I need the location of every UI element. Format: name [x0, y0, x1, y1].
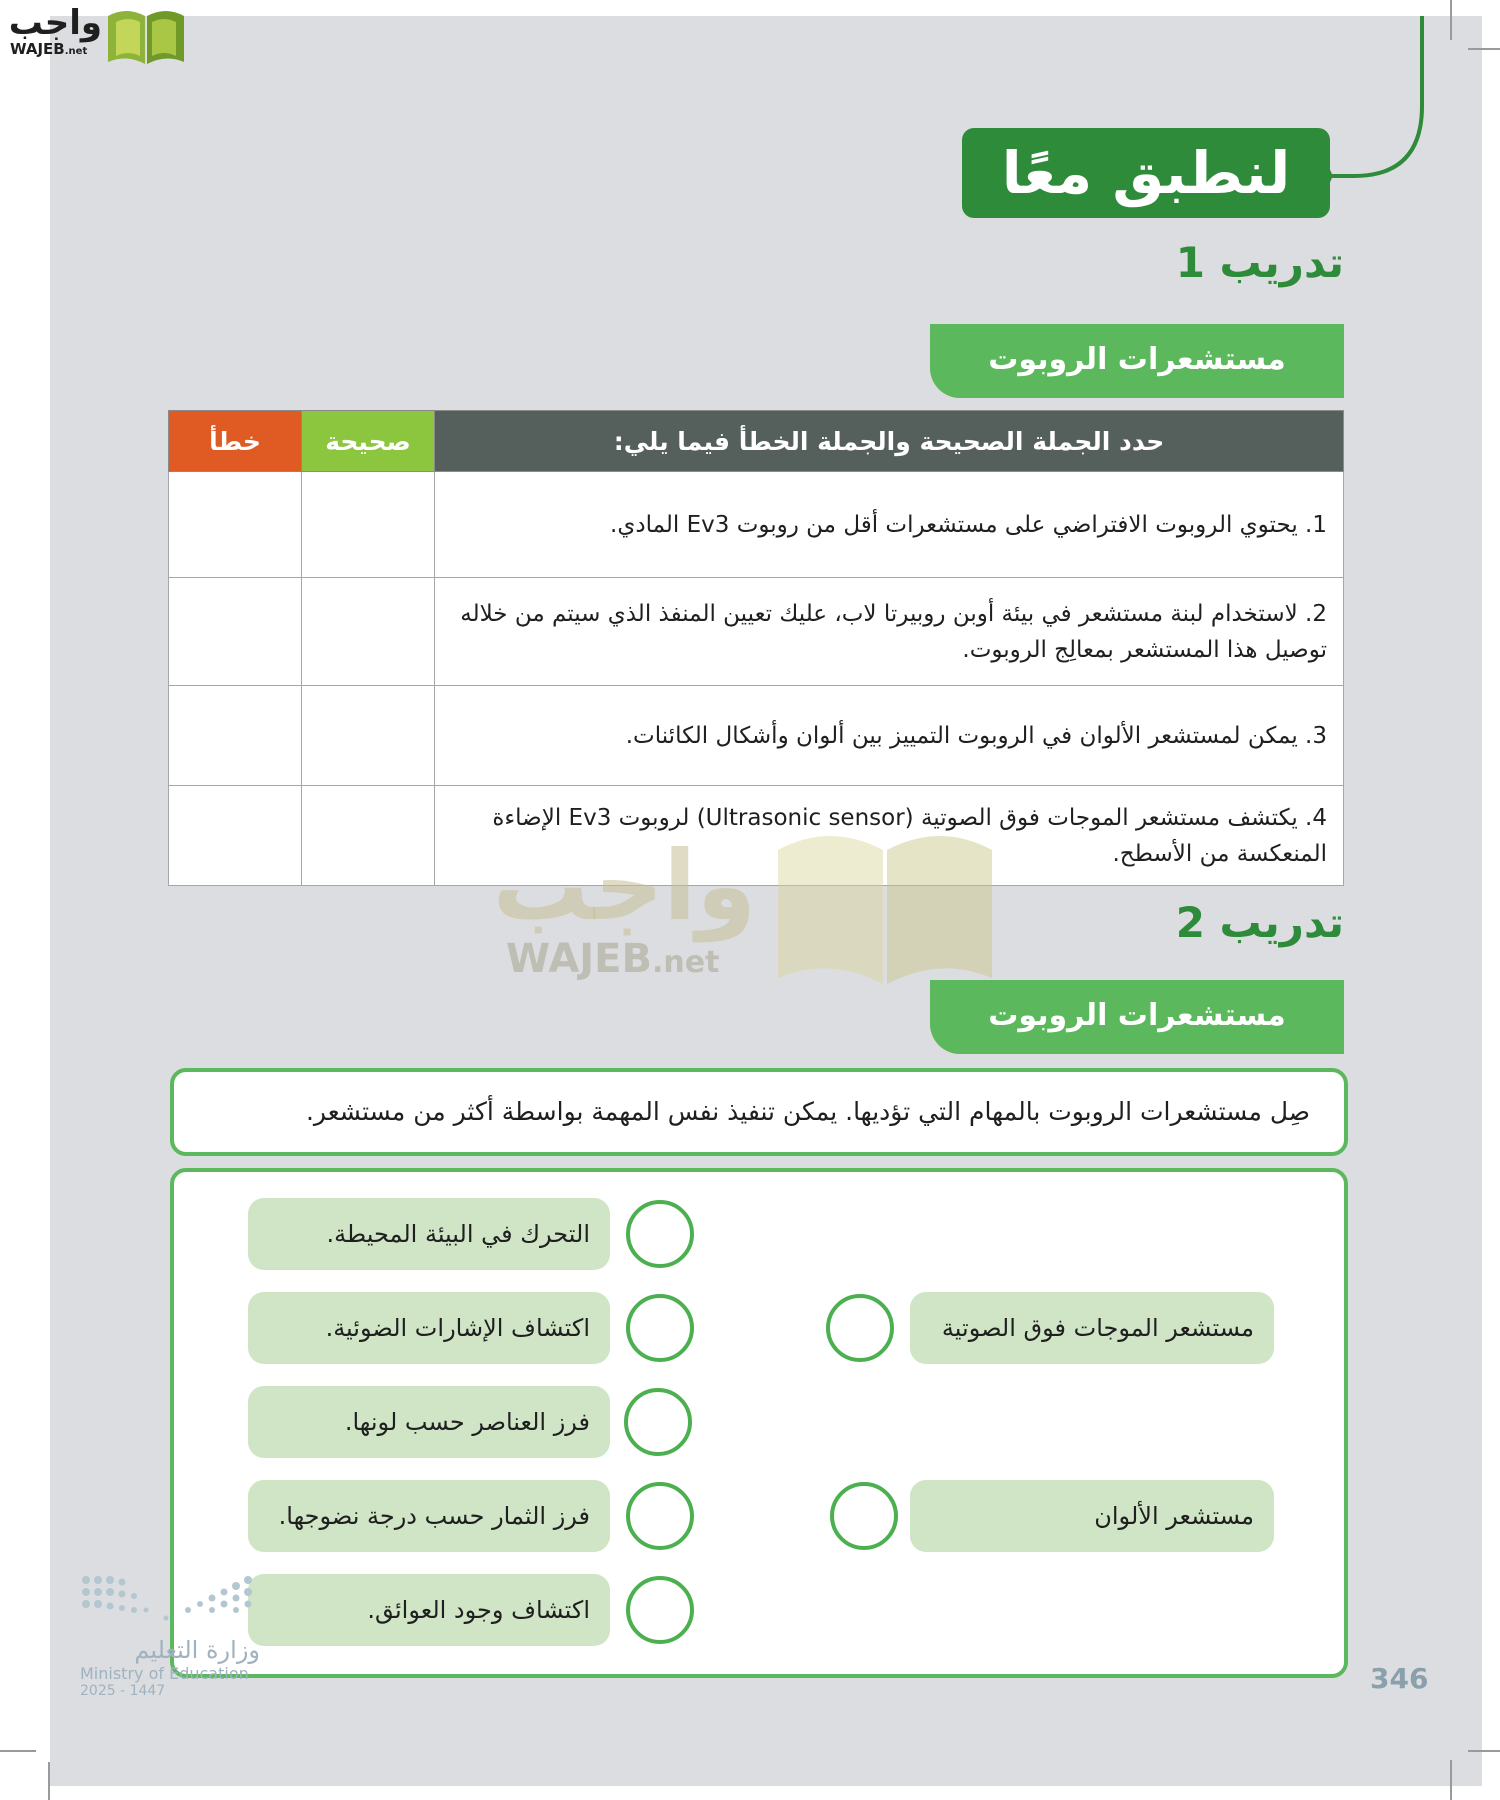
exercise-1-band: مستشعرات الروبوت [930, 324, 1344, 398]
correct-cell[interactable] [302, 786, 435, 886]
wrong-cell[interactable] [169, 786, 302, 886]
wajeb-logo [10, 4, 102, 59]
statement-text: 2. لاستخدام لبنة مستشعر في بيئة أوبن روبيرتا لاب، عليك تعيين المنفذ الذي سيتم من خلاله توصيل هذا المستشعر بمعالِج الروبوت. [435, 578, 1344, 686]
task-connector-circle[interactable] [626, 1576, 694, 1644]
crop-mark [1450, 1760, 1452, 1800]
sensor-connector-circle[interactable] [826, 1294, 894, 1362]
wrong-cell[interactable] [169, 472, 302, 578]
wrong-cell[interactable] [169, 686, 302, 786]
sensor-item: مستشعر الألوان [910, 1480, 1274, 1552]
task-item: فرز العناصر حسب لونها. [248, 1386, 610, 1458]
ministry-arabic: وزارة التعليم [134, 1636, 260, 1664]
table-row [169, 578, 1344, 686]
task-connector-circle[interactable] [626, 1200, 694, 1268]
table-header-row [169, 411, 1344, 472]
sensor-connector-circle[interactable] [830, 1482, 898, 1550]
crop-mark [48, 1762, 50, 1800]
table-row [169, 786, 1344, 886]
table-row [169, 472, 1344, 578]
sensor-item: مستشعر الموجات فوق الصوتية [910, 1292, 1274, 1364]
task-connector-circle[interactable] [626, 1294, 694, 1362]
instruction-text: صِل مستشعرات الروبوت بالمهام التي تؤديها. يمكن تنفيذ نفس المهمة بواسطة أكثر من مستشعر. [305, 1097, 1310, 1126]
task-connector-circle[interactable] [626, 1482, 694, 1550]
wrong-cell[interactable] [169, 578, 302, 686]
exercise-1-heading: تدريب 1 [1175, 238, 1344, 287]
ministry-dots-icon [80, 1574, 260, 1630]
table-row [169, 686, 1344, 786]
connector-line [1318, 16, 1428, 186]
crop-mark [1450, 0, 1452, 40]
watermark-book-icon [772, 820, 998, 986]
exercise-2-heading: تدريب 2 [1175, 898, 1344, 947]
task-item: التحرك في البيئة المحيطة. [248, 1198, 610, 1270]
book-icon [104, 4, 188, 66]
header-correct: صحيحة [302, 411, 435, 472]
exercise-2-band: مستشعرات الروبوت [930, 980, 1344, 1054]
header-question: حدد الجملة الصحيحة والجملة الخطأ فيما يلي: [435, 411, 1344, 472]
page-number: 346 [1370, 1662, 1429, 1695]
statement-text: 4. يكتشف مستشعر الموجات فوق الصوتية (Ultrasonic sensor) لروبوت Ev3 الإضاءة المنعكسة من الأسطح. [435, 786, 1344, 886]
correct-cell[interactable] [302, 472, 435, 578]
task-item: فرز الثمار حسب درجة نضوجها. [248, 1480, 610, 1552]
logo-latin: WAJEB.net [10, 40, 88, 58]
crop-mark [1468, 48, 1500, 50]
ministry-english: Ministry of Education [80, 1664, 249, 1683]
task-connector-circle[interactable] [624, 1388, 692, 1456]
task-item: اكتشاف وجود العوائق. [248, 1574, 610, 1646]
logo-arabic: واجب [8, 3, 102, 43]
statement-text: 1. يحتوي الروبوت الافتراضي على مستشعرات أقل من روبوت Ev3 المادي. [435, 472, 1344, 578]
header-wrong: خطأ [169, 411, 302, 472]
instruction-box [170, 1068, 1348, 1156]
page-title: لنطبق معًا [1001, 139, 1291, 207]
ministry-year: 2025 - 1447 [80, 1683, 166, 1699]
watermark: واجب WAJEB.net [492, 830, 756, 982]
statement-text: 3. يمكن لمستشعر الألوان في الروبوت التمييز بين ألوان وأشكال الكائنات. [435, 686, 1344, 786]
correct-cell[interactable] [302, 686, 435, 786]
task-item: اكتشاف الإشارات الضوئية. [248, 1292, 610, 1364]
ministry-logo [80, 1636, 260, 1699]
true-false-table [168, 410, 1344, 886]
crop-mark [0, 1750, 36, 1752]
correct-cell[interactable] [302, 578, 435, 686]
crop-mark [1468, 1750, 1500, 1752]
